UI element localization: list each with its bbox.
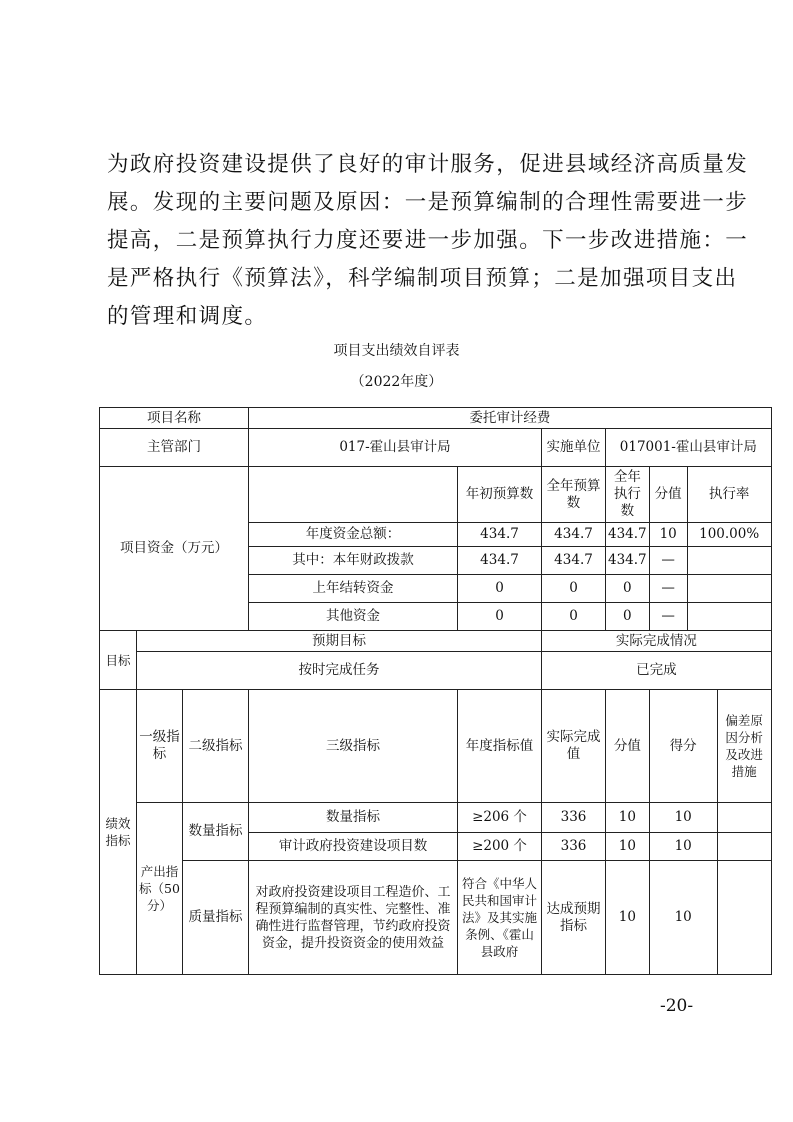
table-title: 项目支出绩效自评表 [333, 343, 460, 359]
annual-exec-header: 全年执行数 [606, 467, 650, 523]
funds-exec: 0 [606, 603, 650, 631]
funds-blank-header [249, 467, 458, 523]
funds-initial: 434.7 [458, 547, 542, 575]
funds-initial: 434.7 [458, 523, 542, 547]
goal-expected-value: 按时完成任务 [137, 652, 542, 690]
table-year: （2022年度） [350, 374, 443, 390]
funds-row-label: 其中：本年财政拨款 [249, 547, 458, 575]
indicator-value: 10 [606, 861, 650, 975]
funds-rate [687, 547, 771, 575]
funds-annual: 434.7 [542, 547, 606, 575]
annual-target-header: 年度指标值 [458, 690, 542, 803]
funds-exec: 0 [606, 575, 650, 603]
perf-score-header: 得分 [649, 690, 717, 803]
performance-table [99, 407, 772, 975]
indicator-score: 10 [649, 861, 717, 975]
funds-rate: 100.00% [687, 523, 771, 547]
indicator-name: 数量指标 [249, 803, 458, 833]
goal-mark: 目标 [100, 631, 137, 690]
funds-label: 项目资金（万元） [100, 467, 249, 631]
actual-value-header: 实际完成值 [542, 690, 606, 803]
paragraph-line: 为政府投资建设提供了良好的审计服务，促进县域经济高质量发 [107, 152, 749, 177]
output-label: 产出指标（50分） [137, 803, 183, 975]
funds-row-label: 其他资金 [249, 603, 458, 631]
funds-value: — [649, 547, 687, 575]
project-name-value: 委托审计经费 [249, 408, 772, 429]
indicator-value: 10 [606, 833, 650, 861]
exec-rate-header: 执行率 [687, 467, 771, 523]
funds-row-label: 年度资金总额： [249, 523, 458, 547]
paragraph-line: 提高，二是预算执行力度还要进一步加强。下一步改进措施：一 [107, 228, 749, 253]
quality-label: 质量指标 [183, 861, 249, 975]
annual-budget-header: 全年预算数 [542, 467, 606, 523]
goal-actual-label: 实际完成情况 [542, 631, 772, 652]
funds-value: 10 [649, 523, 687, 547]
indicator-target: ≥200 个 [458, 833, 542, 861]
goal-expected-label: 预期目标 [137, 631, 542, 652]
funds-value: — [649, 575, 687, 603]
indicator-deviation [717, 833, 771, 861]
indicator-target: 符合《中华人民共和国审计法》及其实施条例、《霍山县政府 [458, 861, 542, 975]
dept-label: 主管部门 [100, 429, 249, 467]
paragraph-line: 是严格执行《预算法》，科学编制项目预算；二是加强项目支出 [107, 266, 738, 291]
paragraph-line: 的管理和调度。 [107, 304, 268, 329]
impl-label: 实施单位 [542, 429, 606, 467]
paragraph-line: 展。发现的主要问题及原因：一是预算编制的合理性需要进一步 [107, 190, 749, 215]
funds-value: — [649, 603, 687, 631]
indicator-score: 10 [649, 803, 717, 833]
goal-actual-value: 已完成 [542, 652, 772, 690]
page-number: -20- [660, 996, 694, 1016]
perf-label: 绩效指标 [100, 690, 137, 975]
indicator-actual: 达成预期指标 [542, 861, 606, 975]
indicator-name: 对政府投资建设项目工程造价、工程预算编制的真实性、完整性、准确性进行监督管理，节约政府投资资金，提升投资资金的使用效益 [249, 861, 458, 975]
funds-annual: 0 [542, 603, 606, 631]
level3-header: 三级指标 [249, 690, 458, 803]
project-name-label: 项目名称 [100, 408, 249, 429]
perf-score-value-header: 分值 [606, 690, 650, 803]
funds-annual: 0 [542, 575, 606, 603]
score-value-header: 分值 [649, 467, 687, 523]
funds-annual: 434.7 [542, 523, 606, 547]
impl-value: 017001-霍山县审计局 [606, 429, 772, 467]
deviation-header: 偏差原因分析及改进措施 [717, 690, 771, 803]
indicator-value: 10 [606, 803, 650, 833]
initial-budget-header: 年初预算数 [458, 467, 542, 523]
funds-rate [687, 575, 771, 603]
indicator-score: 10 [649, 833, 717, 861]
indicator-target: ≥206 个 [458, 803, 542, 833]
indicator-actual: 336 [542, 803, 606, 833]
indicator-name: 审计政府投资建设项目数 [249, 833, 458, 861]
funds-exec: 434.7 [606, 547, 650, 575]
body-paragraph [107, 146, 749, 336]
dept-value: 017-霍山县审计局 [249, 429, 542, 467]
indicator-actual: 336 [542, 833, 606, 861]
quantity-label: 数量指标 [183, 803, 249, 861]
level2-header: 二级指标 [183, 690, 249, 803]
indicator-deviation [717, 861, 771, 975]
level1-header: 一级指标 [137, 690, 183, 803]
funds-initial: 0 [458, 603, 542, 631]
funds-exec: 434.7 [606, 523, 650, 547]
funds-rate [687, 603, 771, 631]
indicator-deviation [717, 803, 771, 833]
funds-initial: 0 [458, 575, 542, 603]
funds-row-label: 上年结转资金 [249, 575, 458, 603]
